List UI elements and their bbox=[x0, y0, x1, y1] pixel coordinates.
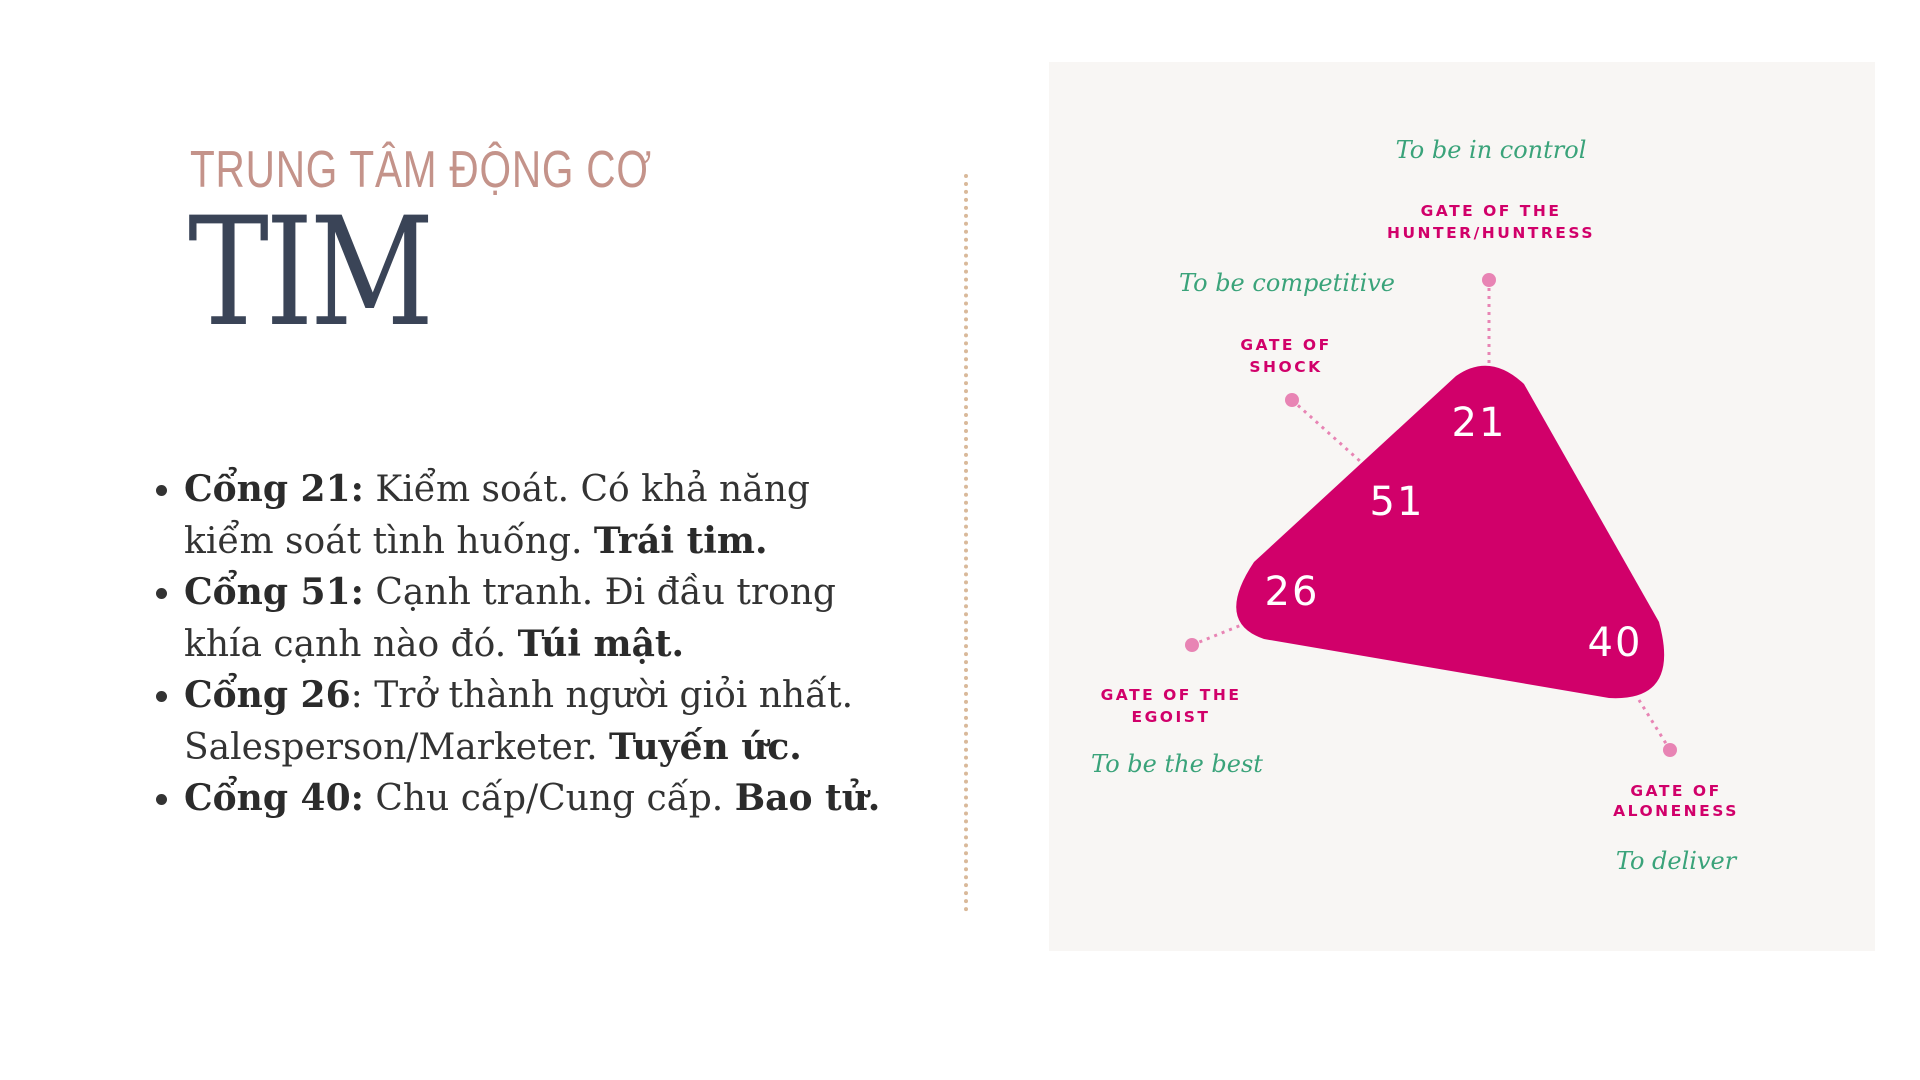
page-title: TIM bbox=[188, 186, 431, 360]
dot-51 bbox=[1285, 393, 1299, 407]
list-item bbox=[184, 567, 904, 670]
gate-label: Cổng 40: bbox=[184, 777, 364, 819]
dotted-divider bbox=[964, 174, 968, 912]
dot-26 bbox=[1185, 638, 1199, 652]
gate-name-51-line2: SHOCK bbox=[1249, 358, 1323, 376]
gate-number-40: 40 bbox=[1587, 620, 1643, 666]
gate-organ: Túi mật. bbox=[517, 622, 685, 665]
gate-name-26-line1: GATE OF THE bbox=[1100, 686, 1242, 704]
diagram-svg bbox=[1049, 62, 1875, 951]
motive-40: To deliver bbox=[1615, 847, 1737, 875]
page-subtitle: TRUNG TÂM ĐỘNG CƠ bbox=[190, 141, 652, 199]
dot-21 bbox=[1482, 273, 1496, 287]
list-item bbox=[184, 670, 904, 773]
dot-40 bbox=[1663, 743, 1677, 757]
gate-number-26: 26 bbox=[1264, 569, 1320, 615]
gate-number-51: 51 bbox=[1369, 479, 1425, 525]
gate-label: Cổng 51: bbox=[184, 571, 364, 613]
gate-description: Chu cấp/Cung cấp. bbox=[363, 778, 735, 819]
gate-organ: Bao tử. bbox=[734, 777, 881, 819]
gate-description: Kiểm soát. Có khả năng kiểm soát tình huống. bbox=[184, 469, 810, 562]
gate-list bbox=[150, 464, 904, 825]
gate-name-26-line2: EGOIST bbox=[1131, 708, 1211, 726]
gate-number-21: 21 bbox=[1451, 400, 1507, 446]
gate-name-21-line1: GATE OF THE bbox=[1420, 202, 1562, 220]
gate-label: Cổng 26 bbox=[184, 674, 351, 716]
gate-organ: Tuyến ức. bbox=[609, 725, 802, 768]
motive-26: To be the best bbox=[1091, 750, 1263, 778]
gate-name-40-line2: ALONENESS bbox=[1613, 802, 1739, 820]
heart-center-diagram bbox=[1049, 62, 1875, 951]
gate-description: Cạnh tranh. Đi đầu trong khía cạnh nào đó. bbox=[184, 572, 836, 665]
connector-40 bbox=[1639, 700, 1670, 750]
gate-label: Cổng 21: bbox=[184, 468, 364, 510]
gate-organ: Trái tim. bbox=[593, 519, 768, 562]
connector-26 bbox=[1192, 624, 1244, 645]
motive-21: To be in control bbox=[1395, 136, 1587, 164]
gate-name-51-line1: GATE OF bbox=[1240, 336, 1332, 354]
list-item bbox=[184, 773, 904, 825]
gate-name-40-line1: GATE OF bbox=[1630, 782, 1722, 800]
gate-name-21-line2: HUNTER/HUNTRESS bbox=[1386, 224, 1596, 242]
connector-51 bbox=[1292, 400, 1361, 462]
motive-51: To be competitive bbox=[1178, 269, 1396, 297]
gate-description: : Trở thành người giỏi nhất. Salesperson/Marketer. bbox=[184, 675, 854, 768]
list-item bbox=[184, 464, 904, 567]
